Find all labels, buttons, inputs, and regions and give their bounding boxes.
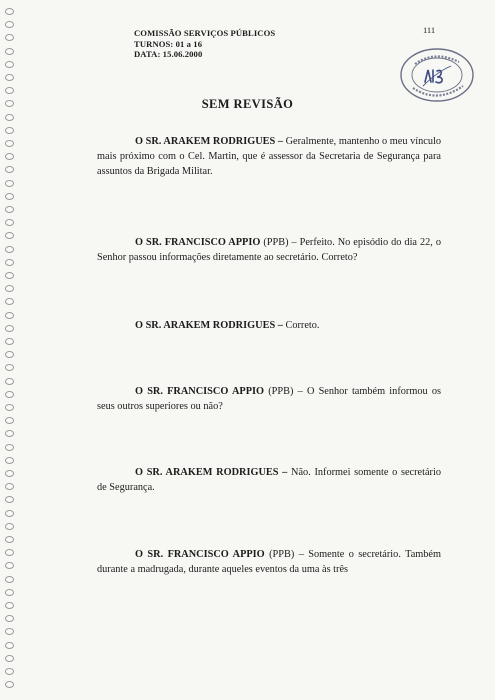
binder-hole-icon [5,576,14,583]
binder-hole-icon [5,246,14,253]
binder-hole-icon [5,219,14,226]
header-date: DATA: 15.06.2000 [134,49,203,59]
header-commission: COMISSÃO SERVIÇOS PÚBLICOS [134,28,276,38]
transcript-paragraph [97,384,441,414]
binder-hole-icon [5,628,14,635]
binder-hole-icon [5,351,14,358]
binder-hole-icon [5,470,14,477]
transcript-paragraph [97,235,441,265]
binder-hole-icon [5,338,14,345]
binder-hole-icon [5,8,14,15]
binder-hole-icon [5,615,14,622]
binder-hole-icon [5,404,14,411]
binder-hole-icon [5,206,14,213]
speaker-name: O SR. ARAKEM RODRIGUES – [135,136,284,147]
binder-hole-icon [5,48,14,55]
binder-hole-icon [5,457,14,464]
binder-hole-icon [5,681,14,688]
binder-hole-icon [5,523,14,530]
binder-hole-icon [5,21,14,28]
speech-text: – O Senhor também informou os seus outros superiores ou não? [97,386,441,412]
binder-hole-icon [5,642,14,649]
binder-hole-icon [5,549,14,556]
speaker-name: O SR. ARAKEM RODRIGUES – [135,320,283,331]
transcript-paragraph [97,318,441,333]
binder-hole-icon [5,312,14,319]
page-number: 111 [423,25,436,35]
binder-hole-icon [5,496,14,503]
binder-hole-icon [5,298,14,305]
binder-hole-icon [5,668,14,675]
speaker-name: O SR. FRANCISCO APPIO [135,386,265,397]
binder-hole-icon [5,655,14,662]
speaker-party: (PPB) [264,549,295,560]
page-title: SEM REVISÃO [201,97,294,111]
binder-hole-icon [5,562,14,569]
binder-hole-icon [5,430,14,437]
speaker-name: O SR. ARAKEM RODRIGUES – [135,467,288,478]
binder-hole-icon [5,444,14,451]
binder-hole-icon [5,74,14,81]
binder-hole-icon [5,285,14,292]
speech-text: Correto. [282,320,320,331]
binder-hole-icon [5,510,14,517]
speaker-name: O SR. FRANCISCO APPIO [135,237,261,248]
binder-hole-icon [5,364,14,371]
binder-hole-icon [5,272,14,279]
transcript-paragraph [97,547,441,577]
speaker-name: O SR. FRANCISCO APPIO [135,549,265,560]
binder-hole-icon [5,140,14,147]
binder-hole-icon [5,166,14,173]
transcript-paragraph [97,465,441,495]
binder-hole-icon [5,61,14,68]
binder-hole-icon [5,259,14,266]
speech-text: – Somente o secretário. Também durante a madrugada, durante aqueles eventos da uma às três [97,549,441,575]
binder-hole-icon [5,193,14,200]
binder-hole-icon [5,114,14,121]
binder-hole-icon [5,180,14,187]
binder-hole-icon [5,153,14,160]
speech-text: – Perfeito. No episódio do dia 22, o Senhor passou informações diretamente ao secretário. Correto? [97,237,441,263]
binder-hole-icon [5,378,14,385]
binder-hole-icon [5,483,14,490]
binder-hole-icon [5,589,14,596]
transcript-paragraph [97,134,441,179]
document-header [134,28,275,60]
binder-hole-icon [5,602,14,609]
binder-hole-icon [5,127,14,134]
binder-hole-icon [5,34,14,41]
binder-hole-icon [5,87,14,94]
speech-text: Geralmente, mantenho o meu vínculo mais próximo com o Cel. Martin, que é assessor da Secretaria de Segurança para assuntos da Brigada Militar. [97,136,441,177]
binder-hole-icon [5,325,14,332]
binder-hole-icon [5,417,14,424]
speech-text: Não. Informei somente o secretário de Segurança. [97,467,441,493]
binder-hole-icon [5,232,14,239]
binder-hole-icon [5,391,14,398]
speaker-party: (PPB) [260,237,289,248]
header-shifts: TURNOS: 01 a 16 [134,38,203,49]
speaker-party: (PPB) [264,386,294,397]
binder-hole-icon [5,536,14,543]
